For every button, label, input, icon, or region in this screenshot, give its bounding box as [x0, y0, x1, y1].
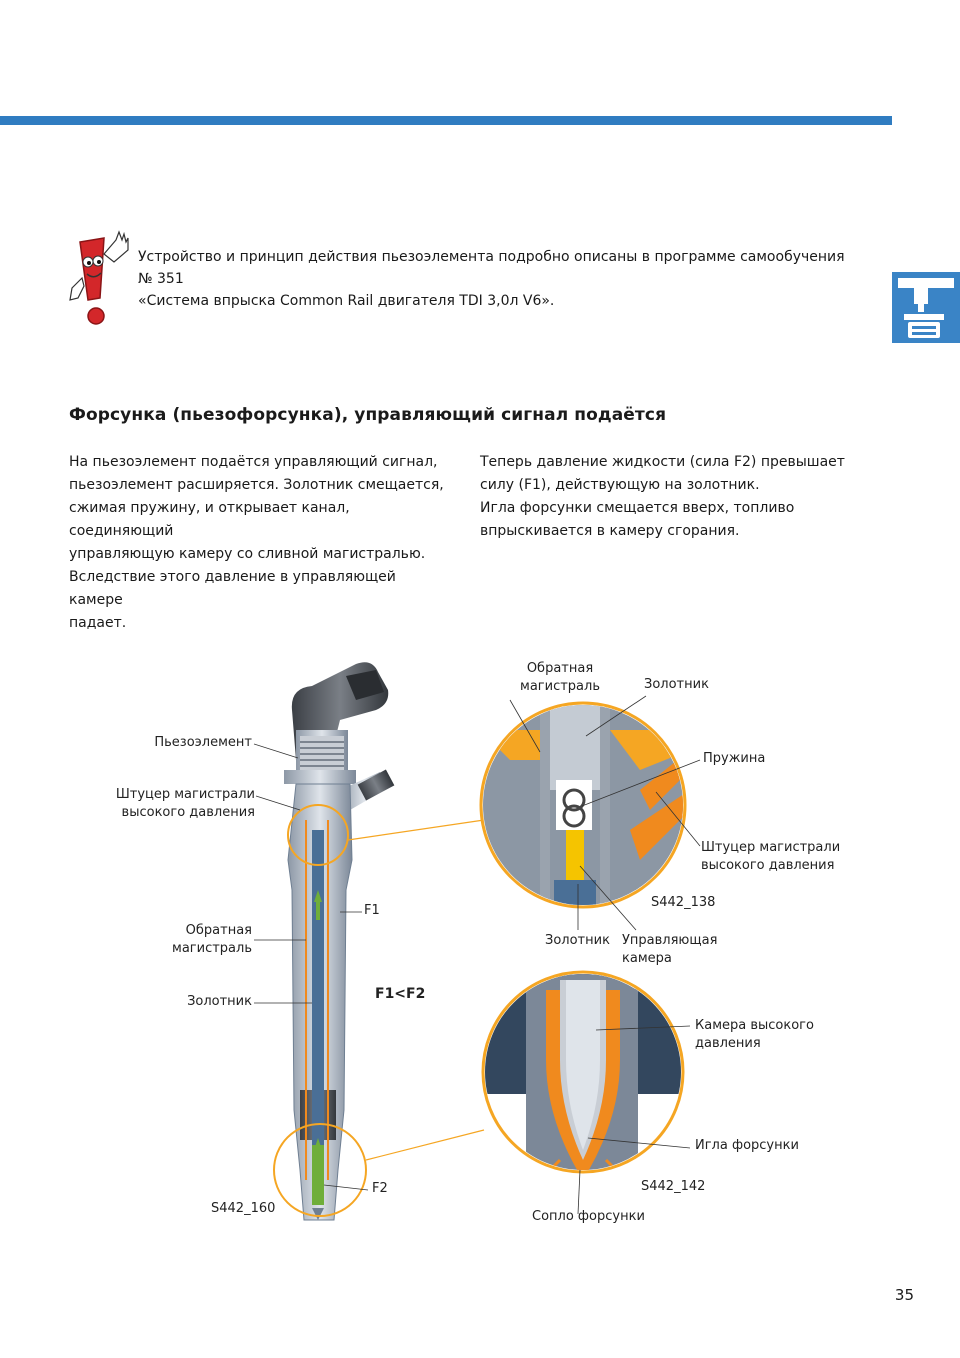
figure-code-bottom: S442_142 — [641, 1179, 706, 1194]
label-spool-top: Золотник — [644, 677, 709, 692]
detail-bottom-nozzle — [483, 972, 685, 1185]
label-hp-fitting-top-1: Штуцер магистрали — [701, 840, 841, 855]
text-line: впрыскивается в камеру сгорания. — [480, 523, 740, 539]
label-return-top-2: магистраль — [520, 679, 600, 694]
label-control-chamber-1: Управляющая — [622, 933, 718, 948]
section-title: Форсунка (пьезофорсунка), управляющий сигнал подаётся — [69, 405, 667, 425]
left-paragraph — [69, 451, 449, 635]
text-line: управляющую камеру со сливной магистралью. — [69, 546, 426, 562]
label-piezo: Пьезоэлемент — [154, 735, 252, 750]
figure-code-main: S442_160 — [211, 1201, 276, 1216]
attention-mascot-icon — [66, 228, 132, 326]
label-spring: Пружина — [703, 751, 766, 766]
label-hp-fitting-2: высокого давления — [121, 805, 255, 820]
label-force-relation: F1<F2 — [375, 986, 426, 1002]
reference-note — [138, 246, 858, 312]
text-line: Вследствие этого давление в управляющей камере — [69, 569, 396, 608]
page-number: 35 — [894, 1286, 914, 1304]
figure-code-top: S442_138 — [651, 895, 716, 910]
injector-figure — [0, 640, 960, 1260]
header-accent-bar — [0, 116, 892, 125]
label-nozzle: Сопло форсунки — [532, 1209, 645, 1224]
label-hp-chamber-2: давления — [695, 1036, 761, 1051]
chapter-tab — [892, 272, 960, 343]
text-line: сжимая пружину, и открывает канал, соединяющий — [69, 500, 350, 539]
text-line: падает. — [69, 615, 127, 631]
reference-note-line1: Устройство и принцип действия пьезоэлемента подробно описаны в программе самообучения № 351 — [138, 249, 845, 287]
text-line: На пьезоэлемент подаётся управляющий сигнал, — [69, 454, 438, 470]
label-f2: F2 — [372, 1181, 388, 1196]
injector-chapter-icon — [892, 272, 960, 343]
label-f1: F1 — [364, 903, 380, 918]
text-line: Теперь давление жидкости (сила F2) превышает — [480, 454, 845, 470]
label-hp-chamber-1: Камера высокого — [695, 1018, 814, 1033]
label-spool: Золотник — [187, 994, 252, 1009]
nut-ring — [284, 770, 356, 784]
label-control-chamber-2: камера — [622, 951, 672, 966]
label-hp-fitting-top-2: высокого давления — [701, 858, 835, 873]
detail-top-control-valve — [480, 700, 690, 920]
spool-rod — [312, 830, 324, 1160]
label-return-2: магистраль — [172, 941, 252, 956]
right-paragraph — [480, 451, 860, 543]
label-return-1: Обратная — [185, 923, 252, 938]
text-line: Игла форсунки смещается вверх, топливо — [480, 500, 795, 516]
text-line: пьезоэлемент расширяется. Золотник смещается, — [69, 477, 444, 493]
label-spool-bottom: Золотник — [545, 933, 610, 948]
text-line: силу (F1), действующую на золотник. — [480, 477, 760, 493]
reference-note-line2: «Система впрыска Common Rail двигателя TDI 3,0л V6». — [138, 293, 555, 309]
label-needle: Игла форсунки — [695, 1138, 799, 1153]
label-hp-fitting-1: Штуцер магистрали — [115, 787, 255, 802]
label-return-top-1: Обратная — [526, 661, 594, 676]
